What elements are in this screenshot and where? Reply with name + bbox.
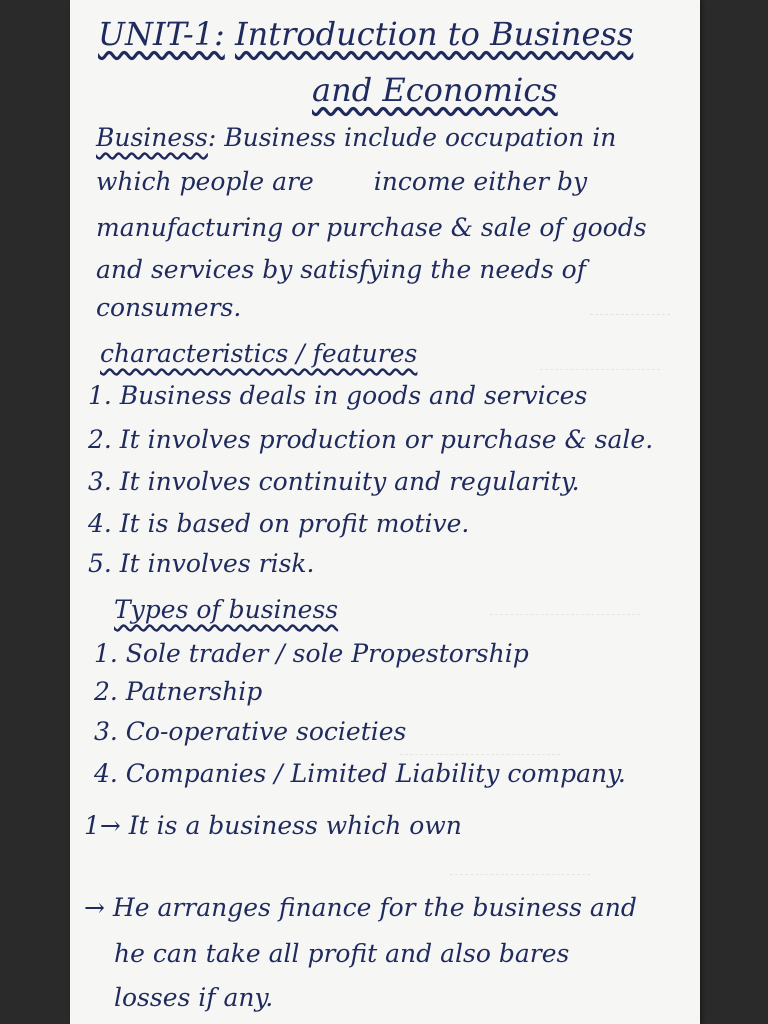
note-line: [114, 982, 273, 1014]
type-text: 3. Co-operative societies: [94, 717, 407, 746]
bleed-through-marks: [400, 740, 560, 755]
bleed-through-marks: [590, 300, 670, 315]
business-def-text2a: which people are: [96, 167, 314, 196]
characteristic-item: [88, 466, 580, 498]
business-def-text2b: income either by: [373, 167, 588, 196]
characteristics-heading-text: characteristics / features: [100, 339, 418, 368]
business-heading: Business: [96, 123, 208, 152]
unit-label: UNIT-1:: [98, 15, 225, 53]
type-text: 4. Companies / Limited Liability company.: [94, 759, 626, 788]
business-def-line2: [96, 166, 587, 198]
type-text: 2. Patnership: [94, 677, 263, 706]
business-def-text3: manufacturing or purchase & sale of goods: [96, 213, 647, 242]
note-line: [114, 938, 569, 970]
type-item: [94, 676, 262, 708]
business-def-text4: and services by satisfying the needs of: [96, 255, 586, 284]
characteristic-text: 5. It involves risk.: [88, 549, 315, 578]
business-def-line5: [96, 292, 241, 324]
note-text: he can take all profit and also bares: [114, 939, 570, 968]
bleed-through-marks: [490, 600, 640, 615]
characteristic-item: [88, 508, 469, 540]
notebook-page: [70, 0, 700, 1024]
characteristic-text: 1. Business deals in goods and services: [88, 381, 588, 410]
type-item: [94, 716, 406, 748]
bleed-through-marks: [450, 860, 590, 875]
business-def-line4: [96, 254, 586, 286]
characteristic-item: [88, 548, 315, 580]
type-item: [94, 638, 529, 670]
types-heading: [114, 594, 338, 626]
note-line: [84, 810, 462, 842]
note-text: → He arranges finance for the business and: [84, 893, 637, 922]
types-heading-text: Types of business: [114, 595, 339, 624]
business-def-line1: [96, 122, 616, 154]
unit-title-line1: [98, 14, 633, 54]
unit-title-line2: [312, 70, 558, 110]
note-text: losses if any.: [114, 983, 274, 1012]
business-def-text5: consumers.: [96, 293, 242, 322]
characteristic-text: 3. It involves continuity and regularity.: [88, 467, 580, 496]
note-line: [84, 892, 637, 924]
unit-subtitle: and Economics: [312, 71, 558, 109]
characteristics-heading: [100, 338, 417, 370]
business-def-text1: Business include occupation in: [224, 123, 617, 152]
type-item: [94, 758, 626, 790]
note-text: 1→ It is a business which own: [84, 811, 462, 840]
characteristic-text: 2. It involves production or purchase & sale.: [88, 425, 654, 454]
type-text: 1. Sole trader / sole Propestorship: [94, 639, 529, 668]
unit-title: Introduction to Business: [234, 15, 634, 53]
business-def-line3: [96, 212, 647, 244]
characteristic-item: [88, 424, 653, 456]
characteristic-text: 4. It is based on profit motive.: [88, 509, 470, 538]
business-colon: :: [207, 123, 217, 152]
bleed-through-marks: [540, 355, 660, 370]
characteristic-item: [88, 380, 587, 412]
